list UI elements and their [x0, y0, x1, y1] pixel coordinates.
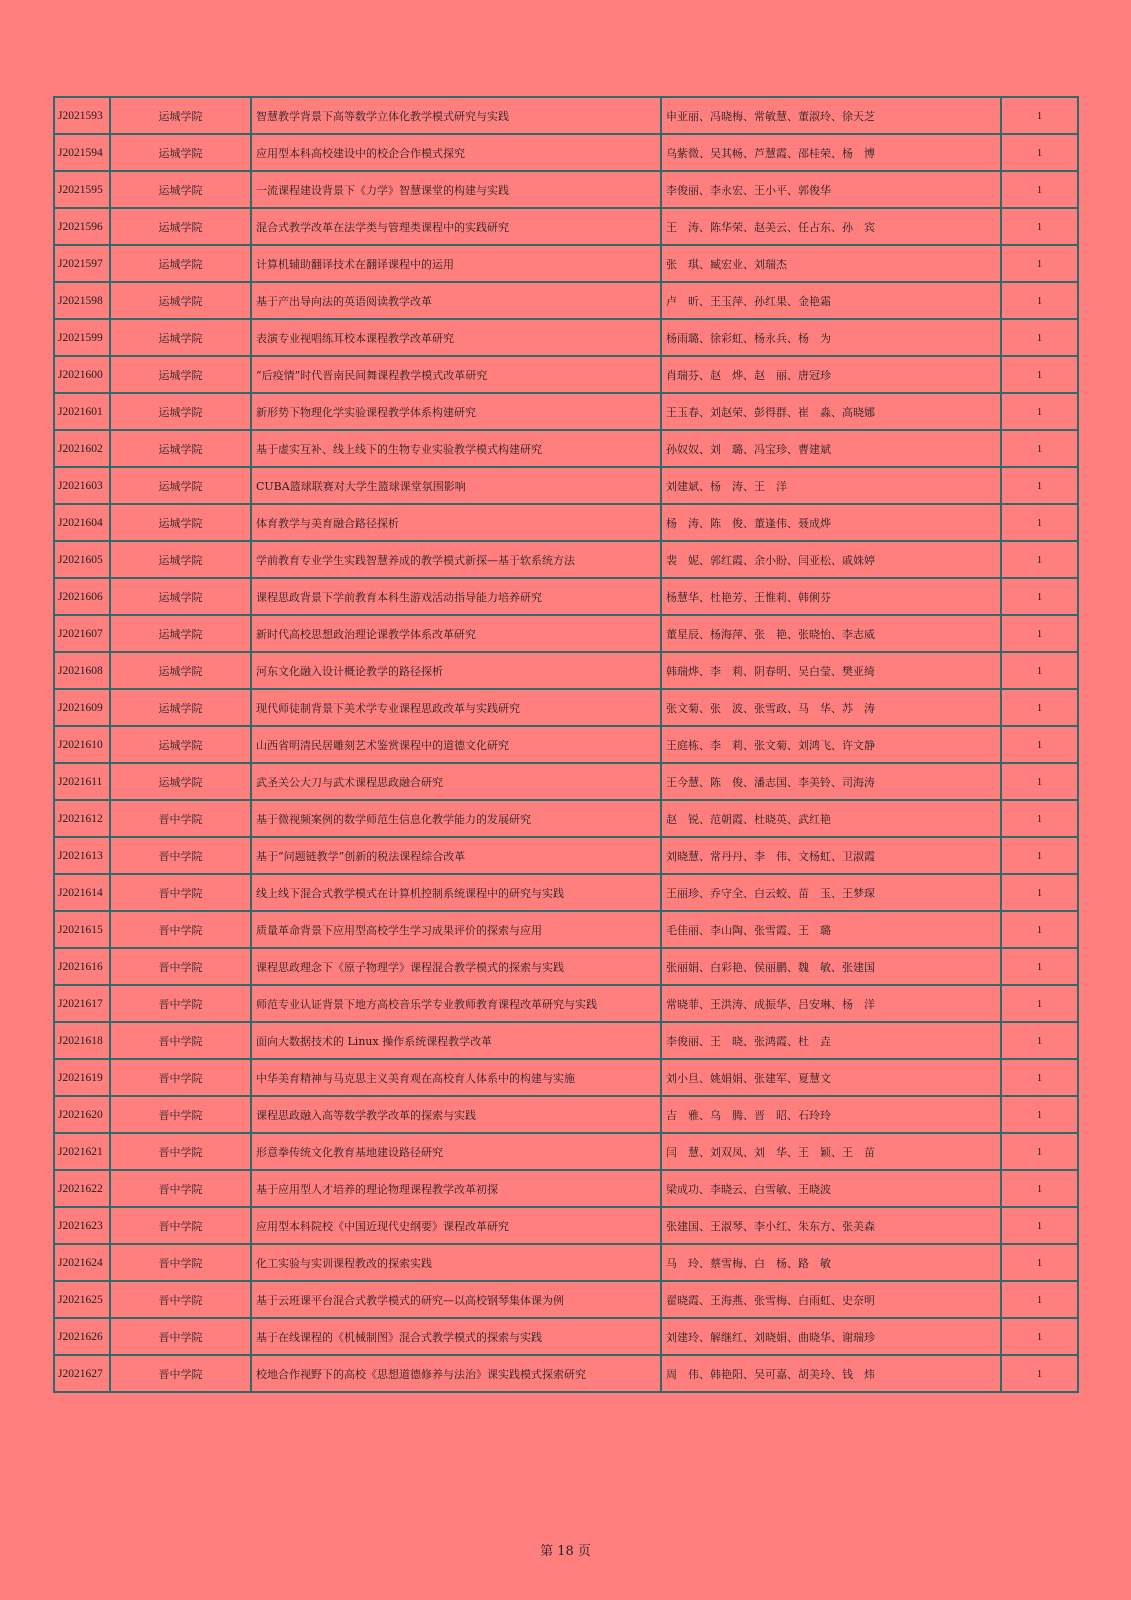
school-cell: 运城学院	[110, 319, 251, 356]
count-cell: 1	[1001, 504, 1078, 541]
school-cell: 运城学院	[110, 171, 251, 208]
project-title-cell: 师范专业认证背景下地方高校音乐学专业教师教育课程改革研究与实践	[251, 985, 661, 1022]
project-id-cell: J2021596	[54, 208, 110, 245]
table-row	[54, 171, 1078, 208]
project-title-cell: “后疫情”时代晋南民间舞课程教学模式改革研究	[251, 356, 661, 393]
project-title-cell: 课程思政背景下学前教育本科生游戏活动指导能力培养研究	[251, 578, 661, 615]
school-cell: 晋中学院	[110, 1281, 251, 1318]
project-id-cell: J2021617	[54, 985, 110, 1022]
members-cell: 王 涛、陈华荣、赵美云、任占东、孙 宾	[661, 208, 1001, 245]
count-cell: 1	[1001, 1022, 1078, 1059]
members-cell: 刘建玲、解继红、刘晓娟、曲晓华、谢瑞珍	[661, 1318, 1001, 1355]
school-cell: 晋中学院	[110, 1244, 251, 1281]
project-title-cell: 河东文化融入设计概论教学的路径探析	[251, 652, 661, 689]
project-title-cell: 基于虚实互补、线上线下的生物专业实验教学模式构建研究	[251, 430, 661, 467]
table-row	[54, 1022, 1078, 1059]
school-cell: 晋中学院	[110, 948, 251, 985]
project-title-cell: 武圣关公大刀与武术课程思政融合研究	[251, 763, 661, 800]
members-cell: 梁成功、李晓云、白雪敏、王晓波	[661, 1170, 1001, 1207]
members-cell: 杨雨璐、徐彩虹、杨永兵、杨 为	[661, 319, 1001, 356]
members-cell: 常晓菲、王洪涛、成振华、吕安琳、杨 洋	[661, 985, 1001, 1022]
school-cell: 运城学院	[110, 245, 251, 282]
count-cell: 1	[1001, 948, 1078, 985]
table-row	[54, 1133, 1078, 1170]
table-row	[54, 948, 1078, 985]
members-cell: 孙奴奴、刘 璐、冯宝珍、曹建斌	[661, 430, 1001, 467]
members-cell: 刘建斌、杨 涛、王 洋	[661, 467, 1001, 504]
school-cell: 晋中学院	[110, 1170, 251, 1207]
count-cell: 1	[1001, 541, 1078, 578]
project-title-cell: 应用型本科院校《中国近现代史纲要》课程改革研究	[251, 1207, 661, 1244]
table-row	[54, 467, 1078, 504]
project-id-cell: J2021599	[54, 319, 110, 356]
project-id-cell: J2021626	[54, 1318, 110, 1355]
count-cell: 1	[1001, 837, 1078, 874]
table-row	[54, 541, 1078, 578]
count-cell: 1	[1001, 911, 1078, 948]
project-id-cell: J2021594	[54, 134, 110, 171]
count-cell: 1	[1001, 1133, 1078, 1170]
project-id-cell: J2021597	[54, 245, 110, 282]
school-cell: 运城学院	[110, 615, 251, 652]
school-cell: 晋中学院	[110, 911, 251, 948]
project-title-cell: 线上线下混合式教学模式在计算机控制系统课程中的研究与实践	[251, 874, 661, 911]
table-row	[54, 245, 1078, 282]
page-number: 第 18 页	[540, 1544, 591, 1559]
count-cell: 1	[1001, 1355, 1078, 1392]
school-cell: 晋中学院	[110, 1059, 251, 1096]
members-cell: 卢 昕、王玉萍、孙红果、金艳霜	[661, 282, 1001, 319]
project-id-cell: J2021612	[54, 800, 110, 837]
school-cell: 运城学院	[110, 578, 251, 615]
table-row	[54, 134, 1078, 171]
members-cell: 张建国、王淑琴、李小红、朱东方、张美森	[661, 1207, 1001, 1244]
count-cell: 1	[1001, 393, 1078, 430]
project-title-cell: 表演专业视唱练耳校本课程教学改革研究	[251, 319, 661, 356]
school-cell: 晋中学院	[110, 874, 251, 911]
count-cell: 1	[1001, 874, 1078, 911]
project-id-cell: J2021613	[54, 837, 110, 874]
project-id-cell: J2021593	[54, 97, 110, 134]
project-id-cell: J2021603	[54, 467, 110, 504]
table-row	[54, 208, 1078, 245]
members-cell: 翟晓霞、王海燕、张雪梅、白雨虹、史奈明	[661, 1281, 1001, 1318]
members-cell: 裴 妮、郭红霞、余小盼、闫亚松、戚姝婷	[661, 541, 1001, 578]
project-list-table	[53, 96, 1079, 1393]
members-cell: 申亚丽、冯晓梅、常敏慧、董淑玲、徐天芝	[661, 97, 1001, 134]
members-cell: 杨 涛、陈 俊、董逢伟、聂成烨	[661, 504, 1001, 541]
table-row	[54, 1207, 1078, 1244]
school-cell: 晋中学院	[110, 1133, 251, 1170]
school-cell: 晋中学院	[110, 1207, 251, 1244]
table-row	[54, 726, 1078, 763]
members-cell: 韩瑞烨、李 莉、阴春明、吴白莹、樊亚绮	[661, 652, 1001, 689]
school-cell: 运城学院	[110, 282, 251, 319]
school-cell: 晋中学院	[110, 800, 251, 837]
project-title-cell: 现代师徒制背景下美术学专业课程思政改革与实践研究	[251, 689, 661, 726]
table-row	[54, 985, 1078, 1022]
table-row	[54, 1059, 1078, 1096]
count-cell: 1	[1001, 689, 1078, 726]
project-id-cell: J2021607	[54, 615, 110, 652]
table-row	[54, 800, 1078, 837]
members-cell: 乌紫微、吴其畅、芦慧霞、邵桂荣、杨 博	[661, 134, 1001, 171]
project-id-cell: J2021614	[54, 874, 110, 911]
school-cell: 晋中学院	[110, 1318, 251, 1355]
project-id-cell: J2021620	[54, 1096, 110, 1133]
table-body	[54, 97, 1078, 1392]
school-cell: 运城学院	[110, 356, 251, 393]
school-cell: 运城学院	[110, 689, 251, 726]
count-cell: 1	[1001, 1170, 1078, 1207]
count-cell: 1	[1001, 1281, 1078, 1318]
project-title-cell: 化工实验与实训课程教改的探索实践	[251, 1244, 661, 1281]
members-cell: 毛佳丽、李山陶、张雪霞、王 璐	[661, 911, 1001, 948]
project-title-cell: 新时代高校思想政治理论课教学体系改革研究	[251, 615, 661, 652]
project-id-cell: J2021616	[54, 948, 110, 985]
members-cell: 肖瑞芬、赵 烨、赵 丽、唐冠珍	[661, 356, 1001, 393]
school-cell: 运城学院	[110, 763, 251, 800]
members-cell: 刘晓慧、常丹丹、李 伟、文杨虹、卫淑霞	[661, 837, 1001, 874]
table-row	[54, 578, 1078, 615]
project-id-cell: J2021622	[54, 1170, 110, 1207]
project-title-cell: 基于云班课平台混合式教学模式的研究—以高校钢琴集体课为例	[251, 1281, 661, 1318]
table-row	[54, 504, 1078, 541]
table-row	[54, 393, 1078, 430]
project-title-cell: 基于微视频案例的数学师范生信息化教学能力的发展研究	[251, 800, 661, 837]
project-title-cell: 新形势下物理化学实验课程教学体系构建研究	[251, 393, 661, 430]
count-cell: 1	[1001, 578, 1078, 615]
count-cell: 1	[1001, 208, 1078, 245]
school-cell: 晋中学院	[110, 837, 251, 874]
project-id-cell: J2021623	[54, 1207, 110, 1244]
table-row	[54, 1170, 1078, 1207]
project-id-cell: J2021627	[54, 1355, 110, 1392]
table-row	[54, 911, 1078, 948]
project-id-cell: J2021600	[54, 356, 110, 393]
members-cell: 周 伟、韩艳阳、吴可嘉、胡美玲、钱 炜	[661, 1355, 1001, 1392]
project-title-cell: 山西省明清民居雕刻艺术鉴赏课程中的道德文化研究	[251, 726, 661, 763]
project-title-cell: 混合式教学改革在法学类与管理类课程中的实践研究	[251, 208, 661, 245]
count-cell: 1	[1001, 1244, 1078, 1281]
members-cell: 王玉春、刘赵荣、彭得群、崔 淼、高晓娜	[661, 393, 1001, 430]
project-title-cell: 应用型本科高校建设中的校企合作模式探究	[251, 134, 661, 171]
table-row	[54, 837, 1078, 874]
count-cell: 1	[1001, 1318, 1078, 1355]
members-cell: 李俊丽、王 晓、张鸿霞、杜 垚	[661, 1022, 1001, 1059]
count-cell: 1	[1001, 430, 1078, 467]
members-cell: 李俊丽、李永宏、王小平、郭俊华	[661, 171, 1001, 208]
project-title-cell: 形意拳传统文化教育基地建设路径研究	[251, 1133, 661, 1170]
count-cell: 1	[1001, 726, 1078, 763]
members-cell: 马 玲、蔡雪梅、白 杨、路 敏	[661, 1244, 1001, 1281]
members-cell: 王庭栋、李 莉、张文菊、刘鸿飞、许文静	[661, 726, 1001, 763]
table-row	[54, 430, 1078, 467]
members-cell: 王丽珍、乔守全、白云蛟、苗 玉、王梦琛	[661, 874, 1001, 911]
table-row	[54, 763, 1078, 800]
project-title-cell: 基于在线课程的《机械制图》混合式教学模式的探索与实践	[251, 1318, 661, 1355]
count-cell: 1	[1001, 319, 1078, 356]
project-id-cell: J2021625	[54, 1281, 110, 1318]
project-id-cell: J2021615	[54, 911, 110, 948]
school-cell: 运城学院	[110, 726, 251, 763]
members-cell: 张 琪、臧宏业、刘瑞杰	[661, 245, 1001, 282]
table-row	[54, 1318, 1078, 1355]
members-cell: 刘小旦、姚娟娟、张建军、夏慧文	[661, 1059, 1001, 1096]
project-list-table-container	[53, 96, 1077, 1393]
school-cell: 运城学院	[110, 467, 251, 504]
members-cell: 闫 慧、刘双凤、刘 华、王 颖、王 苗	[661, 1133, 1001, 1170]
project-id-cell: J2021611	[54, 763, 110, 800]
project-title-cell: 基于应用型人才培养的理论物理课程教学改革初探	[251, 1170, 661, 1207]
count-cell: 1	[1001, 652, 1078, 689]
count-cell: 1	[1001, 1096, 1078, 1133]
school-cell: 运城学院	[110, 541, 251, 578]
count-cell: 1	[1001, 356, 1078, 393]
project-id-cell: J2021601	[54, 393, 110, 430]
project-id-cell: J2021595	[54, 171, 110, 208]
count-cell: 1	[1001, 245, 1078, 282]
project-title-cell: 基于“问题链教学”创新的税法课程综合改革	[251, 837, 661, 874]
project-id-cell: J2021604	[54, 504, 110, 541]
project-title-cell: 一流课程建设背景下《力学》智慧课堂的构建与实践	[251, 171, 661, 208]
table-row	[54, 97, 1078, 134]
project-title-cell: 中华美育精神与马克思主义美育观在高校育人体系中的构建与实施	[251, 1059, 661, 1096]
school-cell: 运城学院	[110, 208, 251, 245]
project-title-cell: 智慧教学背景下高等数学立体化教学模式研究与实践	[251, 97, 661, 134]
project-title-cell: CUBA篮球联赛对大学生篮球课堂氛围影响	[251, 467, 661, 504]
table-row	[54, 874, 1078, 911]
members-cell: 张丽娟、白彩艳、侯丽鹏、魏 敏、张建国	[661, 948, 1001, 985]
project-title-cell: 课程思政理念下《原子物理学》课程混合教学模式的探索与实践	[251, 948, 661, 985]
school-cell: 晋中学院	[110, 985, 251, 1022]
school-cell: 晋中学院	[110, 1022, 251, 1059]
project-id-cell: J2021621	[54, 1133, 110, 1170]
table-row	[54, 319, 1078, 356]
school-cell: 晋中学院	[110, 1355, 251, 1392]
project-title-cell: 课程思政融入高等数学教学改革的探索与实践	[251, 1096, 661, 1133]
count-cell: 1	[1001, 467, 1078, 504]
school-cell: 运城学院	[110, 504, 251, 541]
project-id-cell: J2021605	[54, 541, 110, 578]
count-cell: 1	[1001, 615, 1078, 652]
table-row	[54, 689, 1078, 726]
school-cell: 运城学院	[110, 393, 251, 430]
count-cell: 1	[1001, 1207, 1078, 1244]
table-row	[54, 1096, 1078, 1133]
project-id-cell: J2021602	[54, 430, 110, 467]
table-row	[54, 1355, 1078, 1392]
count-cell: 1	[1001, 763, 1078, 800]
project-id-cell: J2021619	[54, 1059, 110, 1096]
project-id-cell: J2021606	[54, 578, 110, 615]
members-cell: 吉 雅、乌 腾、晋 昭、石玲玲	[661, 1096, 1001, 1133]
members-cell: 杨慧华、杜艳芳、王惟莉、韩俐芬	[661, 578, 1001, 615]
count-cell: 1	[1001, 282, 1078, 319]
count-cell: 1	[1001, 1059, 1078, 1096]
school-cell: 运城学院	[110, 652, 251, 689]
project-id-cell: J2021618	[54, 1022, 110, 1059]
project-id-cell: J2021598	[54, 282, 110, 319]
project-id-cell: J2021624	[54, 1244, 110, 1281]
count-cell: 1	[1001, 97, 1078, 134]
project-title-cell: 面向大数据技术的 Linux 操作系统课程教学改革	[251, 1022, 661, 1059]
count-cell: 1	[1001, 985, 1078, 1022]
school-cell: 运城学院	[110, 97, 251, 134]
project-id-cell: J2021609	[54, 689, 110, 726]
school-cell: 运城学院	[110, 134, 251, 171]
table-row	[54, 356, 1078, 393]
members-cell: 张文菊、张 波、张雪政、马 华、苏 涛	[661, 689, 1001, 726]
project-title-cell: 体育教学与美育融合路径探析	[251, 504, 661, 541]
project-title-cell: 基于产出导向法的英语阅读教学改革	[251, 282, 661, 319]
count-cell: 1	[1001, 134, 1078, 171]
project-title-cell: 计算机辅助翻译技术在翻译课程中的运用	[251, 245, 661, 282]
project-title-cell: 质量革命背景下应用型高校学生学习成果评价的探索与应用	[251, 911, 661, 948]
members-cell: 王今慧、陈 俊、潘志国、李美铃、司海涛	[661, 763, 1001, 800]
table-row	[54, 652, 1078, 689]
table-row	[54, 1244, 1078, 1281]
project-title-cell: 校地合作视野下的高校《思想道德修养与法治》课实践模式探索研究	[251, 1355, 661, 1392]
table-row	[54, 282, 1078, 319]
table-row	[54, 615, 1078, 652]
project-id-cell: J2021610	[54, 726, 110, 763]
table-row	[54, 1281, 1078, 1318]
school-cell: 晋中学院	[110, 1096, 251, 1133]
count-cell: 1	[1001, 800, 1078, 837]
members-cell: 董星辰、杨海萍、张 艳、张晓怡、李志威	[661, 615, 1001, 652]
count-cell: 1	[1001, 171, 1078, 208]
members-cell: 赵 锐、范朝霞、杜晓英、武红艳	[661, 800, 1001, 837]
project-id-cell: J2021608	[54, 652, 110, 689]
school-cell: 运城学院	[110, 430, 251, 467]
project-title-cell: 学前教育专业学生实践智慧养成的教学模式新探—基于软系统方法	[251, 541, 661, 578]
